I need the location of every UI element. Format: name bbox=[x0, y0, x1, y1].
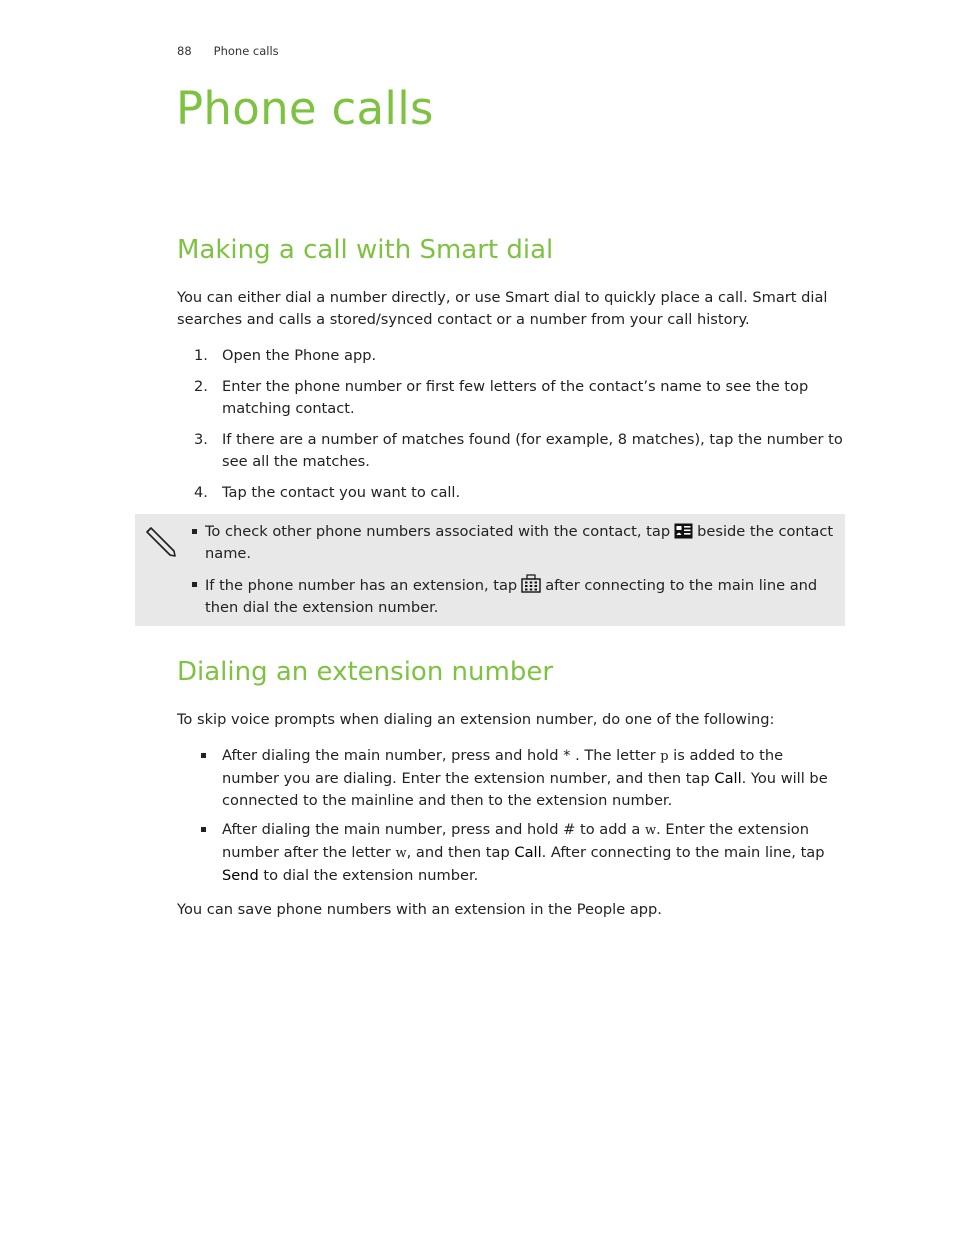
dial-pad-icon bbox=[521, 574, 541, 593]
step-number: 2. bbox=[194, 378, 208, 395]
bullet-text: . You will be connected to the mainline and then to the extension number. bbox=[222, 770, 828, 809]
step-item bbox=[177, 429, 857, 473]
contact-card-icon bbox=[674, 523, 693, 539]
call-button-label: Call bbox=[714, 770, 742, 787]
bullet-text: . Enter the extension number after the letter bbox=[222, 821, 809, 861]
bullet-text: , and then tap bbox=[406, 844, 515, 861]
call-button-label: Call bbox=[514, 844, 542, 861]
letter-w-code: w bbox=[395, 846, 407, 861]
step-number: 3. bbox=[194, 431, 208, 448]
note-text: after connecting to the main line and then dial the extension number. bbox=[205, 577, 818, 616]
bullet-text: After dialing the main number, press and hold * . The letter bbox=[222, 747, 661, 764]
bullet-item bbox=[201, 819, 841, 887]
page-header bbox=[177, 44, 301, 58]
note-bullet bbox=[193, 521, 845, 564]
section2-intro: To skip voice prompts when dialing an extension number, do one of the following: bbox=[177, 711, 775, 728]
bullet-text: is added to the number you are dialing. Enter the extension number, and then tap bbox=[222, 747, 784, 787]
section1-intro: You can either dial a number directly, or use Smart dial to quickly place a call. Smart dial searches and calls a stored/synced contact or a number from your call history. bbox=[177, 289, 828, 328]
send-button-label: Send bbox=[222, 867, 259, 884]
bullet-marker bbox=[192, 529, 197, 534]
step-number: 1. bbox=[194, 347, 208, 364]
note-text: If the phone number has an extension, tap bbox=[205, 577, 518, 594]
note-text: To check other phone numbers associated with the contact, tap bbox=[205, 523, 671, 540]
step-number: 4. bbox=[194, 484, 208, 501]
pencil-icon bbox=[143, 524, 177, 558]
bullet-marker bbox=[201, 753, 206, 758]
step-item bbox=[177, 345, 857, 367]
section-title-extension: Dialing an extension number bbox=[177, 657, 554, 687]
letter-p-code: p bbox=[660, 749, 669, 764]
section-title-smart-dial: Making a call with Smart dial bbox=[177, 235, 554, 265]
header-section: Phone calls bbox=[213, 44, 279, 58]
bullet-item bbox=[201, 745, 841, 812]
bullet-text: to dial the extension number. bbox=[258, 867, 479, 884]
page-number: 88 bbox=[177, 44, 192, 58]
bullet-marker bbox=[201, 827, 206, 832]
bullet-marker bbox=[192, 582, 197, 587]
step-text: If there are a number of matches found (for example, 8 matches), tap the number to see all the matches. bbox=[222, 431, 843, 470]
step-item bbox=[177, 482, 857, 504]
chapter-title: Phone calls bbox=[176, 82, 434, 135]
letter-w-code: w bbox=[644, 823, 657, 838]
bullet-text: . After connecting to the main line, tap bbox=[541, 844, 825, 861]
note-text: beside the contact name. bbox=[205, 523, 834, 562]
note-bullet bbox=[193, 574, 845, 618]
step-text: Open the Phone app. bbox=[222, 347, 377, 364]
bullet-text: After dialing the main number, press and hold # to add a bbox=[222, 821, 645, 838]
section2-outro: You can save phone numbers with an extension in the People app. bbox=[177, 901, 662, 918]
note-box bbox=[135, 514, 845, 626]
step-text: Enter the phone number or first few letters of the contact’s name to see the top matching contact. bbox=[222, 378, 809, 417]
step-text: Tap the contact you want to call. bbox=[222, 484, 461, 501]
step-item bbox=[177, 376, 857, 420]
